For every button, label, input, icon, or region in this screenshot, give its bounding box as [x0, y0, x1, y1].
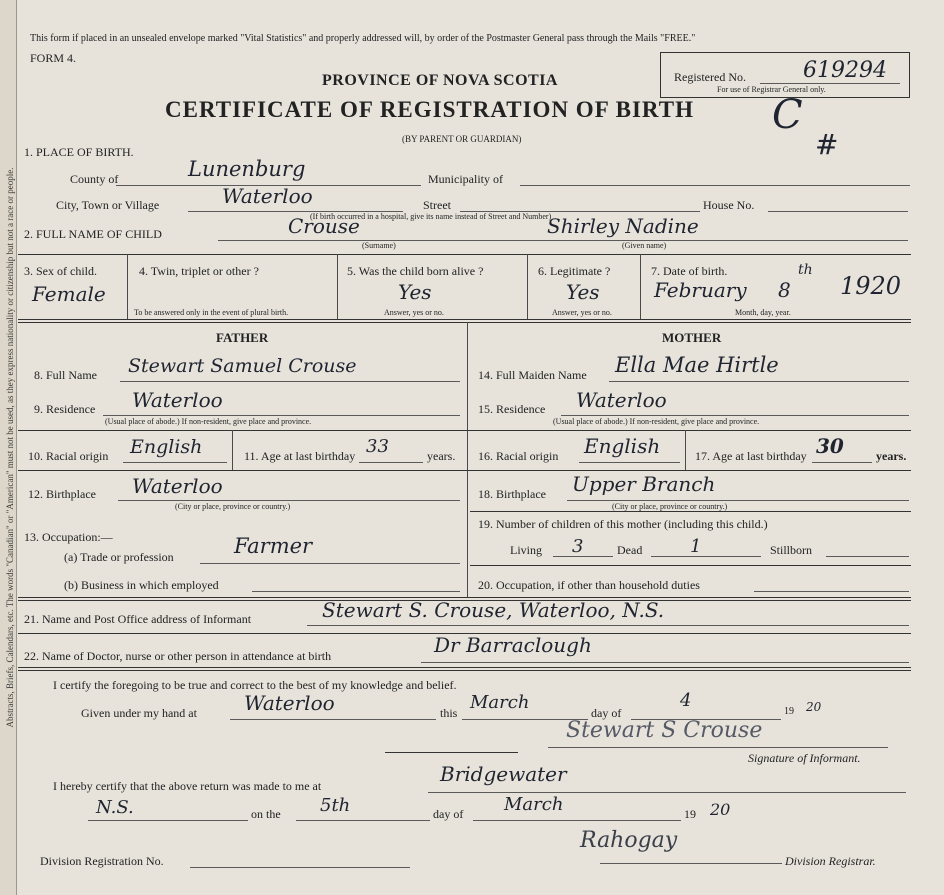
- surname-caption: (Surname): [362, 241, 396, 250]
- father-racial-label: 10. Racial origin: [28, 449, 109, 463]
- mother-age-value: 30: [816, 434, 844, 458]
- mother-name-label: 14. Full Maiden Name: [478, 368, 587, 382]
- mother-racial-value: English: [584, 434, 661, 458]
- born-alive-label: 5. Was the child born alive ?: [347, 264, 484, 278]
- given-name-caption: (Given name): [622, 241, 667, 250]
- date-note: Month, day, year.: [735, 308, 791, 317]
- return-certify-label: I hereby certify that the above return was made to me at: [53, 779, 322, 793]
- occupation-label: 13. Occupation:—: [24, 530, 113, 544]
- certify-statement: I certify the foregoing to be true and correct to the best of my knowledge and belief.: [53, 678, 457, 692]
- legitimate-note: Answer, yes or no.: [552, 308, 612, 317]
- children-count-label: 19. Number of children of this mother (including this child.): [478, 517, 768, 531]
- mother-name-value: Ella Mae Hirtle: [615, 353, 779, 377]
- trade-value: Farmer: [234, 534, 313, 558]
- full-name-label: 2. FULL NAME OF CHILD: [24, 227, 162, 241]
- city-value: Waterloo: [222, 184, 313, 208]
- house-no-label: House No.: [703, 198, 755, 212]
- mother-racial-label: 16. Racial origin: [478, 449, 559, 463]
- return-year-value: 20: [710, 800, 731, 819]
- return-place-value: Bridgewater: [440, 762, 567, 786]
- return-year-prefix: 19: [684, 807, 696, 821]
- registrar-use-note: For use of Registrar General only.: [717, 85, 826, 94]
- mother-residence-label: 15. Residence: [478, 402, 546, 416]
- father-age-value: 33: [366, 436, 389, 457]
- given-day-value: 4: [680, 690, 692, 711]
- father-residence-value: Waterloo: [132, 388, 223, 412]
- province-title: PROVINCE OF NOVA SCOTIA: [322, 72, 558, 89]
- surname-value: Crouse: [288, 214, 360, 238]
- father-residence-label: 9. Residence: [34, 402, 96, 416]
- registered-no-label: Registered No.: [674, 70, 746, 84]
- living-label: Living: [510, 543, 542, 557]
- return-month-value: March: [504, 794, 564, 815]
- margin-strip: [0, 0, 17, 895]
- division-registrar-caption: Division Registrar.: [785, 854, 876, 868]
- stillborn-label: Stillborn: [770, 543, 813, 557]
- registration-symbol: #: [815, 128, 839, 161]
- city-label: City, Town or Village: [56, 198, 160, 212]
- father-name-value: Stewart Samuel Crouse: [128, 355, 357, 377]
- father-birthplace-value: Waterloo: [132, 474, 223, 498]
- twin-note: To be answered only in the event of plural birth.: [134, 308, 289, 317]
- given-under-label: Given under my hand at: [81, 706, 197, 720]
- dead-value: 1: [690, 536, 702, 557]
- year-prefix: 19: [784, 706, 794, 717]
- county-value: Lunenburg: [188, 157, 306, 181]
- place-of-birth-label: 1. PLACE OF BIRTH.: [24, 145, 134, 159]
- mother-residence-value: Waterloo: [576, 388, 667, 412]
- informant-label: 21. Name and Post Office address of Informant: [24, 612, 252, 626]
- return-province-value: N.S.: [96, 797, 134, 818]
- day-of-label: day of: [591, 706, 622, 720]
- father-birthplace-note: (City or place, province or country.): [175, 502, 291, 511]
- certificate-title: CERTIFICATE OF REGISTRATION OF BIRTH: [165, 97, 694, 122]
- return-day-of-label: day of: [433, 807, 464, 821]
- informant-signature: Stewart S Crouse: [566, 718, 763, 743]
- informant-value: Stewart S. Crouse, Waterloo, N.S.: [322, 598, 665, 622]
- mother-heading: MOTHER: [662, 330, 722, 345]
- registered-number: 619294: [803, 58, 887, 83]
- living-value: 3: [572, 536, 584, 557]
- father-age-label: 11. Age at last birthday: [244, 449, 356, 463]
- business-label: (b) Business in which employed: [64, 578, 219, 592]
- signature-caption: Signature of Informant.: [748, 751, 861, 765]
- division-registration-label: Division Registration No.: [40, 854, 164, 868]
- given-year-value: 20: [806, 700, 822, 714]
- date-of-birth-label: 7. Date of birth.: [651, 264, 728, 278]
- mother-birthplace-note: (City or place, province or country.): [612, 502, 728, 511]
- return-day-value: 5th: [320, 795, 351, 816]
- father-racial-value: English: [130, 436, 203, 458]
- on-the-label: on the: [251, 807, 281, 821]
- hospital-note: (If birth occurred in a hospital, give its name instead of Street and Number): [310, 212, 552, 221]
- registration-mark: C: [772, 92, 803, 138]
- mother-birthplace-value: Upper Branch: [572, 472, 716, 496]
- legitimate-label: 6. Legitimate ?: [538, 264, 611, 278]
- form-number: FORM 4.: [30, 51, 77, 65]
- trade-label: (a) Trade or profession: [64, 550, 174, 564]
- sex-value: Female: [32, 282, 106, 306]
- mother-occupation-label: 20. Occupation, if other than household duties: [478, 578, 700, 592]
- legitimate-value: Yes: [566, 280, 600, 304]
- mother-birthplace-label: 18. Birthplace: [478, 487, 546, 501]
- margin-text: Abstracts, Briefs, Calendars, etc. The words "Canadian" or "American" must not be used, as they express nationality or citizenship but not a race or people.: [5, 167, 15, 728]
- father-residence-note: (Usual place of abode.) If non-resident, give place and province.: [105, 417, 312, 426]
- birth-day-suffix: th: [798, 262, 813, 278]
- twin-label: 4. Twin, triplet or other ?: [139, 264, 259, 278]
- given-name-value: Shirley Nadine: [547, 214, 699, 238]
- father-heading: FATHER: [216, 330, 269, 345]
- birth-day-value: 8: [778, 278, 791, 302]
- this-label: this: [440, 706, 458, 720]
- registrar-signature: Rahogay: [580, 828, 678, 853]
- sex-label: 3. Sex of child.: [24, 264, 97, 278]
- doctor-value: Dr Barraclough: [434, 633, 592, 657]
- mailing-notice: This form if placed in an unsealed envelope marked "Vital Statistics" and properly addressed will, by order of the Postmaster General pass through the Mails "FREE.": [30, 33, 696, 44]
- birth-month-value: February: [654, 278, 747, 302]
- father-years-label: years.: [427, 449, 456, 463]
- mother-years-label: years.: [876, 449, 907, 463]
- father-name-label: 8. Full Name: [34, 368, 97, 382]
- mother-residence-note: (Usual place of abode.) If non-resident, give place and province.: [553, 417, 760, 426]
- given-place-value: Waterloo: [244, 691, 335, 715]
- father-birthplace-label: 12. Birthplace: [28, 487, 96, 501]
- born-alive-note: Answer, yes or no.: [384, 308, 444, 317]
- birth-year-value: 1920: [840, 272, 902, 300]
- municipality-label: Municipality of: [428, 172, 503, 186]
- county-label: County of: [70, 172, 119, 186]
- born-alive-value: Yes: [398, 280, 432, 304]
- mother-age-label: 17. Age at last birthday: [695, 449, 807, 463]
- dead-label: Dead: [617, 543, 643, 557]
- doctor-label: 22. Name of Doctor, nurse or other person in attendance at birth: [24, 649, 332, 663]
- given-month-value: March: [470, 692, 530, 713]
- certificate-subtitle: (BY PARENT OR GUARDIAN): [402, 134, 522, 144]
- street-label: Street: [423, 198, 451, 212]
